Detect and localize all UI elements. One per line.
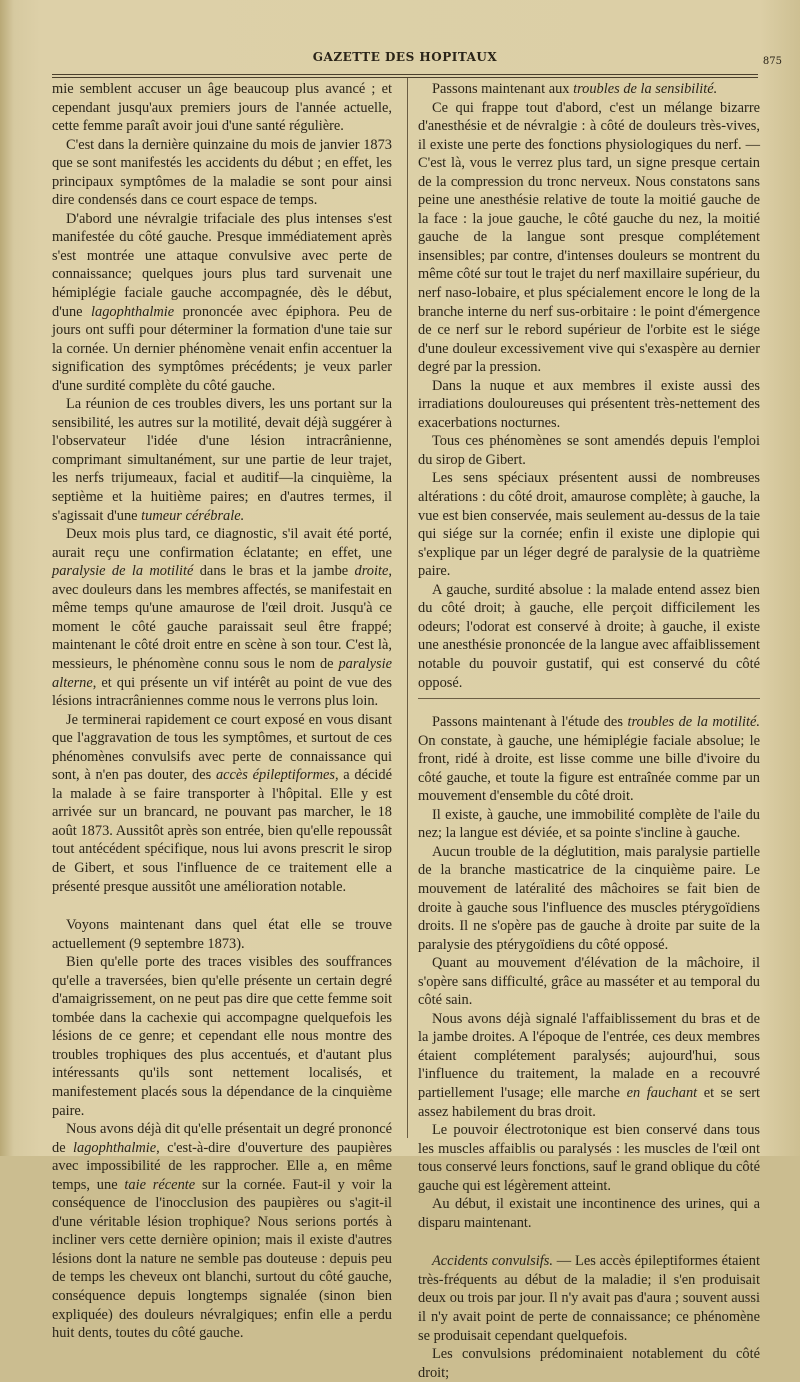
paragraph: Quant au mouvement d'élévation de la mâchoire, il s'opère sans difficulté, grâce au masséter et au temporal du côté sain. bbox=[418, 955, 760, 1009]
paragraph: Le pouvoir électrotonique est bien conservé dans tous les muscles affaiblis ou paralysés : les muscles de l'œil ont tous conservé leurs fonctions, sauf le grand oblique du côté gauche qui est légèrement atteint. bbox=[418, 1122, 760, 1194]
paragraph: Passons maintenant à l'étude des troubles de la motilité. On constate, à gauche, une hémiplégie faciale absolue; le front, ridé à droite, est lisse comme une bille d'ivoire du côté gauche, et toute la figure est entraînée comme par un mouvement d'ensemble du côté droit. bbox=[418, 714, 760, 805]
paragraph: Deux mois plus tard, ce diagnostic, s'il avait été porté, aurait reçu une confirmation éclatante; en effet, une paralysie de la motilité dans le bras et la jambe droite, avec douleurs dans les membres affectés, se manifestait en même temps qu'une amaurose de l'œil droit. Jusqu'à ce moment le côté gauche paraissait seul être frappé; maintenant le côté droit entre en scène à son tour. C'est là, messieurs, le phénomène connu sous le nom de paralysie alterne, et qui présente un vif intérêt au point de vue des lésions intracrâniennes comme nous le verrons plus loin. bbox=[52, 526, 392, 710]
header-rule-double bbox=[52, 77, 758, 78]
paragraph: A gauche, surdité absolue : la malade entend assez bien du côté droit; à gauche, elle perçoit difficilement les odeurs; l'odorat est conservé à droite; à gauche, il existe une anesthésie prononcée de la langue avec affaiblissement notable du pouvoir gustatif, qui est conservé du côté opposé. bbox=[418, 581, 760, 691]
paragraph: Les sens spéciaux présentent aussi de nombreuses altérations : du côté droit, amaurose complète; à gauche, la vue est bien conservée, mais seulement au-dessus de la taie qui siége sur la cornée; enfin il existe une diplopie qui s'explique par un léger degré de paralysie de la quatrième paire. bbox=[418, 470, 760, 580]
paragraph: Nous avons déjà dit qu'elle présentait un degré prononcé de lagophthalmie, c'est-à-dire d'ouverture des paupières avec impossibilité de les rapprocher. Elle a, en même temps, une taie récente sur la cornée. Faut-il y voir la conséquence de l'inocclusion des paupières ou s'agit-il d'une véritable lésion trophique? Nous serions portés à incliner vers cette dernière opinion; mais il existe d'autres lésions dont la nature ne semble pas douteuse : depuis peu de temps les cheveux ont blanchi, surtout du côté gauche, conséquence depuis longtemps signalée (sinon bien expliquée) des douleurs névralgiques; enfin elle a perdu huit dents, toutes du côté gauche. bbox=[52, 1121, 393, 1342]
paragraph: Au début, il existait une incontinence des urines, qui a disparu maintenant. bbox=[418, 1196, 760, 1231]
header-rule bbox=[52, 74, 758, 75]
paragraph: D'abord une névralgie trifaciale des plus intenses s'est manifestée du côté gauche. Presque immédiatement après s'est montrée une attaque convulsive avec perte de connaissance; quelques jours plus tard survenait une hémiplégie faciale gauche accompagnée, dès le début, d'une lagophthalmie prononcée avec épiphora. Peu de jours ont suffi pour déterminer la formation d'une taie sur la cornée. Un dernier phénomène venait enfin accentuer la signification des symptômes précédents; je veux parler d'une surdité complète du côté gauche. bbox=[52, 210, 392, 394]
page-number: 875 bbox=[762, 56, 782, 67]
page-header bbox=[50, 44, 782, 74]
paragraph: Bien qu'elle porte des traces visibles des souffrances qu'elle a traversées, bien qu'elle présente un certain degré d'amaigrissement, on ne peut pas dire que cette femme soit tombée dans la cachexie qui accompagne quelquefois les lésions de ce genre; et cependant elle nous montre des troubles trophiques des plus accentués, et d'autant plus intéressants qu'ils sont nettement localisés, et manifestement placés sous la dépendance de la cinquième paire. bbox=[52, 954, 392, 1119]
journal-title: GAZETTE DES HOPITAUX bbox=[312, 50, 498, 64]
right-column bbox=[418, 80, 760, 1382]
paragraph: Dans la nuque et aux membres il existe aussi des irradiations douloureuses qui présentent très-nettement des exacerbations nocturnes. bbox=[418, 377, 760, 431]
paragraph: Voyons maintenant dans quel état elle se trouve actuellement (9 septembre 1873). bbox=[52, 917, 392, 952]
paragraph: Tous ces phénomènes se sont amendés depuis l'emploi du sirop de Gibert. bbox=[418, 433, 760, 468]
paragraph: Passons maintenant aux troubles de la sensibilité. bbox=[432, 81, 718, 97]
paragraph: Je terminerai rapidement ce court exposé en vous disant que l'aggravation de tous les symptômes, et surtout de ces phénomènes convulsifs avec perte de connaissance qui sont, à n'en pas douter, des accès épileptiformes, a décidé la malade à se faire transporter à l'hôpital. Elle y est arrivée sur un brancard, ne pouvant pas marcher, le 18 août 1873. Aussitôt après son entrée, bien qu'elle repoussât tout antécédent spécifique, nous lui avons prescrit le sirop de Gibert, et sous l'influence de ce traitement elle a présenté presque aussitôt une amélioration notable. bbox=[52, 711, 392, 895]
paragraph: Accidents convulsifs. — Les accès épileptiformes étaient très-fréquents au début de la maladie; il s'en produisait deux ou trois par jour. Il n'y avait pas d'aura ; souvent aussi il n'y avait point de perte de connaissance; ce phénomène se produisait cependant quelquefois. bbox=[418, 1253, 760, 1344]
section-separator bbox=[418, 698, 760, 699]
paragraph: Ce qui frappe tout d'abord, c'est un mélange bizarre d'anesthésie et de névralgie : à côté de douleurs très-vives, il existe une perte des fonctions physiologiques du nerf. — C'est là, vous le verrez plus tard, un signe presque certain de la compression du tronc nerveux. Nous constatons sans peine une anesthésie relative de toute la moitié gauche de la face : la joue gauche, le côté gauche du nez, la moitié gauche de la langue sont presque complétement insensibles; par contre, d'intenses douleurs se montrent du même côté sur tout le trajet du nerf maxillaire supérieur, du nerf naso-lobaire, et plus spécialement encore le long de la branche interne du nerf sus-orbitaire : le point d'émergence de ce nerf sur le rebord supérieur de l'orbite est le siége d'une douleur excessivement vive qui s'exaspère au dernier degré par la pression. bbox=[418, 99, 760, 376]
paragraph: Nous avons déjà signalé l'affaiblissement du bras et de la jambe droites. A l'époque de l'entrée, ces deux membres étaient complétement paralysés; aujourd'hui, sous l'influence du traitement, la malade en a recouvré partiellement l'usage; elle marche en fauchant et se sert assez habilement du bras droit. bbox=[418, 1010, 760, 1120]
paragraph: Les convulsions prédominaient notablement du côté droit; bbox=[418, 1346, 760, 1381]
paragraph: C'est dans la dernière quinzaine du mois de janvier 1873 que se sont manifestés les accidents du début ; en effet, les principaux symptômes de la maladie se sont pour ainsi dire condensés dans ce court espace de temps. bbox=[52, 136, 392, 209]
left-column bbox=[52, 80, 392, 1343]
paragraph: mie semblent accuser un âge beaucoup plus avancé ; et cependant jusqu'aux premiers jours de l'année actuelle, cette femme paraît avoir joui d'une santé régulière. bbox=[52, 81, 392, 135]
column-divider bbox=[407, 78, 408, 1138]
paragraph: Il existe, à gauche, une immobilité complète de l'aile du nez; la langue est déviée, et sa pointe s'incline à gauche. bbox=[418, 806, 760, 842]
paragraph: Aucun trouble de la déglutition, mais paralysie partielle de la branche masticatrice de la cinquième paire. Le mouvement de latéralité des mâchoires se fait bien de droite à gauche sous l'influence des muscles ptérygoïdiens droits. Il ne s'opère pas de gauche à droite par suite de la paralysie des ptérygoïdiens du côté opposé. bbox=[418, 843, 760, 953]
paragraph: La réunion de ces troubles divers, les uns portant sur la sensibilité, les autres sur la motilité, devait déjà suggérer à l'observateur l'idée d'une lésion intracrânienne, comprimant simultanément, sur une partie de leur trajet, les nerfs trijumeaux, facial et auditif—la cinquième, la septième et la huitième paires; en d'autres termes, il s'agissait d'une tumeur cérébrale. bbox=[52, 396, 392, 524]
